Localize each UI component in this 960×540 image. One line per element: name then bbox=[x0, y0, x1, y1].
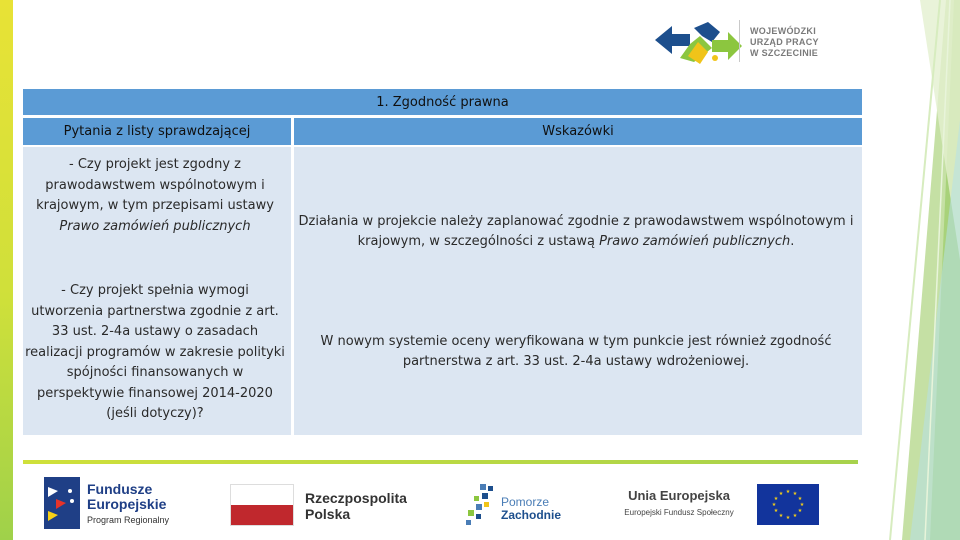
svg-text:★: ★ bbox=[773, 496, 779, 502]
svg-text:★: ★ bbox=[773, 508, 779, 514]
svg-text:★: ★ bbox=[771, 502, 777, 508]
footer-divider bbox=[23, 460, 858, 464]
svg-text:★: ★ bbox=[792, 491, 798, 497]
pz-line2: Zachodnie bbox=[501, 508, 562, 522]
fundusze-europejskie-logo bbox=[44, 477, 80, 529]
column-header-hints: Wskazówki bbox=[294, 118, 862, 145]
right-decoration bbox=[850, 0, 960, 540]
hint-1 bbox=[296, 212, 856, 252]
pl-line1: Rzeczpospolita bbox=[305, 490, 407, 506]
fundusze-europejskie-text bbox=[87, 482, 169, 526]
polish-flag bbox=[230, 484, 294, 526]
hint-1-law-name: Prawo zamówień publicznych bbox=[599, 234, 791, 249]
wup-org-name bbox=[750, 26, 819, 59]
svg-text:★: ★ bbox=[785, 515, 791, 521]
rzeczpospolita-polska-text bbox=[305, 490, 407, 522]
ue-line1: Unia Europejska bbox=[628, 488, 730, 503]
question-1-law-name: Prawo zamówień publicznych bbox=[59, 218, 251, 234]
svg-text:★: ★ bbox=[785, 489, 791, 495]
wup-line2: URZĄD PRACY bbox=[750, 37, 819, 47]
hint-1-text: Działania w projekcie należy zaplanować zgodnie z prawodawstwem wspólnotowym i krajowym, w szczególności z ustawą bbox=[298, 214, 854, 249]
svg-text:★: ★ bbox=[792, 513, 798, 519]
fe-line1: Fundusze bbox=[87, 481, 153, 497]
pl-line2: Polska bbox=[305, 506, 351, 522]
question-1 bbox=[24, 155, 286, 237]
pomorze-zachodnie-logo bbox=[462, 480, 498, 528]
pz-line1: Pomorze bbox=[501, 495, 550, 509]
hint-2: W nowym systemie oceny weryfikowana w tym punkcie jest również zgodność partnerstwa z art. 33 ust. 2-4a ustawy wdrożeniowej. bbox=[320, 334, 832, 369]
svg-text:★: ★ bbox=[797, 496, 803, 502]
column-header-questions: Pytania z listy sprawdzającej bbox=[23, 118, 291, 145]
svg-text:★: ★ bbox=[799, 502, 805, 508]
pomorze-zachodnie-text bbox=[501, 496, 561, 522]
unia-europejska-text bbox=[612, 488, 746, 519]
ue-line2: Europejski Fundusz Społeczny bbox=[624, 508, 734, 517]
table-title-row bbox=[23, 89, 862, 115]
fe-line3: Program Regionalny bbox=[87, 515, 170, 525]
question-2: - Czy projekt spełnia wymogi utworzenia partnerstwa zgodnie z art. 33 ust. 2-4a ustawy o zasadach realizacji programów w zakresie polityki spójności finansowanych w perspektywie finansowej 2014-2020 (jeśli dotyczy)? bbox=[25, 283, 285, 421]
wup-line3: W SZCZECINIE bbox=[750, 48, 819, 58]
question-1-text: - Czy projekt jest zgodny z prawodawstwem wspólnotowym i krajowym, w tym przepisami ustawy bbox=[36, 157, 274, 213]
svg-text:★: ★ bbox=[778, 491, 784, 497]
wup-line1: WOJEWÓDZKI bbox=[750, 26, 816, 36]
hint-1-end: . bbox=[790, 234, 795, 249]
eu-flag bbox=[757, 484, 819, 525]
fe-line2: Europejskie bbox=[87, 496, 167, 512]
table-title: 1. Zgodność prawna bbox=[376, 94, 509, 110]
svg-text:★: ★ bbox=[797, 508, 803, 514]
logo-separator bbox=[739, 20, 740, 62]
hints-cell bbox=[294, 147, 862, 435]
left-accent-stripe bbox=[0, 0, 13, 540]
svg-text:★: ★ bbox=[778, 513, 784, 519]
